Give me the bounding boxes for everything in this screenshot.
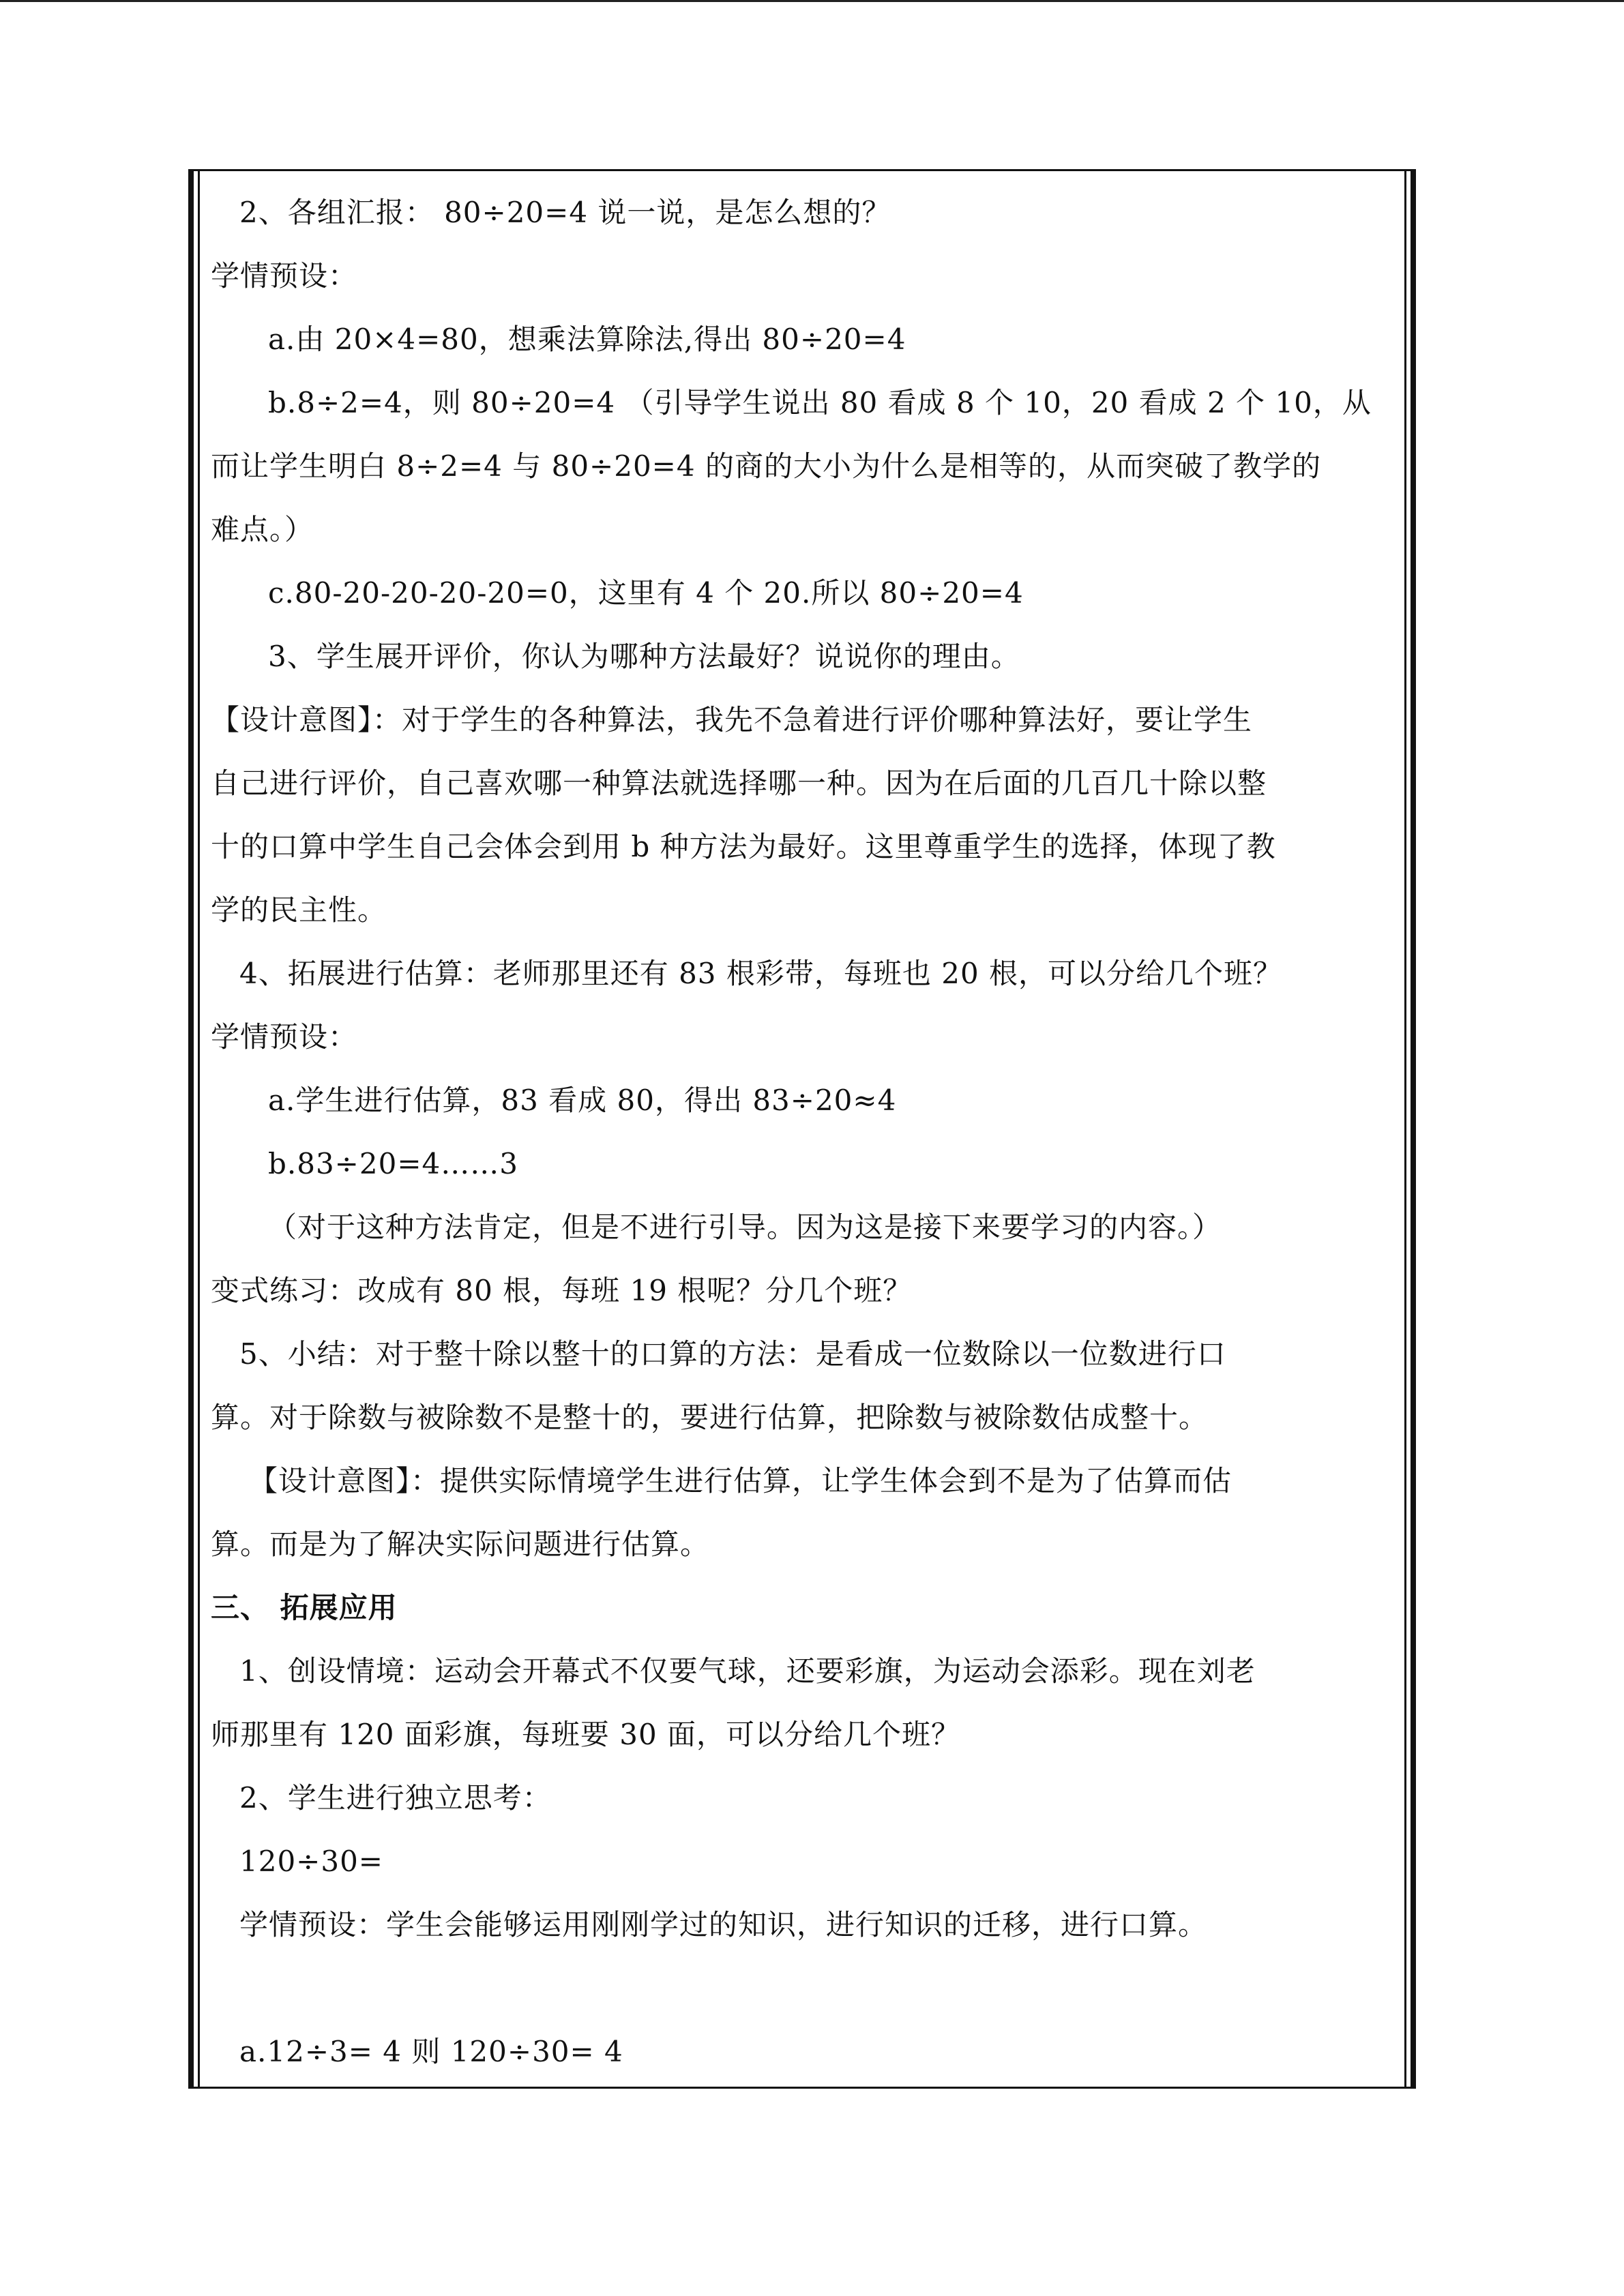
- table-left-border-thin: [198, 171, 200, 2087]
- blank-gap: [211, 1956, 1389, 2020]
- paragraph-presupposition-transfer: 学情预设：学生会能够运用刚刚学过的知识，进行知识的迁移，进行口算。: [239, 1908, 1208, 1941]
- page-top-border: [0, 0, 1624, 2]
- table-cell-content: [211, 181, 1389, 2083]
- paragraph-design-intent-1-cont: 自己进行评价，自己喜欢哪一种算法就选择哪一种。因为在后面的几百几十除以整: [211, 766, 1267, 800]
- paragraph-design-intent-2-cont: 算。而是为了解决实际问题进行估算。: [211, 1527, 710, 1561]
- paragraph-summary: 5、小结：对于整十除以整十的口算的方法：是看成一位数除以一位数进行口: [239, 1337, 1226, 1371]
- paragraph-estimate-note: （对于这种方法肯定，但是不进行引导。因为这是接下来要学习的内容。）: [268, 1210, 1222, 1244]
- paragraph-estimation: 4、拓展进行估算：老师那里还有 83 根彩带，每班也 20 根，可以分给几个班？: [239, 957, 1283, 990]
- paragraph-design-intent-1-end: 学的民主性。: [211, 893, 387, 927]
- table-right-border-thick: [1411, 169, 1416, 2089]
- paragraph-equation: 120÷30=: [239, 1845, 383, 1878]
- paragraph-design-intent-1: 【设计意图】：对于学生的各种算法，我先不急着进行评价哪种算法好，要让学生: [211, 703, 1253, 736]
- paragraph-method-a: a.由 20×4=80，想乘法算除法,得出 80÷20=4: [268, 323, 906, 356]
- paragraph-method-a-120: a.12÷3= 4 则 120÷30= 4: [239, 2035, 623, 2068]
- paragraph-method-b-cont: 而让学生明白 8÷2=4 与 80÷20=4 的商的大小为什么是相等的，从而突破了教学的: [211, 449, 1321, 483]
- paragraph-presupposition-label-2: 学情预设：: [211, 1020, 358, 1054]
- paragraph-independent-thinking: 2、学生进行独立思考：: [239, 1781, 552, 1815]
- paragraph-summary-cont: 算。对于除数与被除数不是整十的，要进行估算，把除数与被除数估成整十。: [211, 1401, 1209, 1434]
- paragraph-estimate-b: b.83÷20=4……3: [268, 1147, 518, 1180]
- paragraph-method-b-end: 难点。）: [211, 513, 314, 546]
- table-left-border-thick: [188, 169, 194, 2089]
- paragraph-estimate-a: a.学生进行估算，83 看成 80，得出 83÷20≈4: [268, 1084, 897, 1117]
- paragraph-design-intent-2: 【设计意图】：提供实际情境学生进行估算，让学生体会到不是为了估算而估: [249, 1464, 1232, 1497]
- paragraph-method-c: c.80-20-20-20-20=0，这里有 4 个 20.所以 80÷20=4: [268, 576, 1024, 610]
- paragraph-evaluation: 3、学生展开评价，你认为哪种方法最好？说说你的理由。: [268, 640, 1020, 673]
- section-heading-extension: 三、 拓展应用: [211, 1591, 398, 1624]
- paragraph-variation-exercise: 变式练习：改成有 80 根，每班 19 根呢？分几个班？: [211, 1274, 913, 1307]
- paragraph-design-intent-1-cont2: 十的口算中学生自己会体会到用 b 种方法为最好。这里尊重学生的选择，体现了教: [211, 830, 1276, 863]
- table-right-border-thin: [1404, 171, 1406, 2087]
- paragraph-method-b: b.8÷2=4，则 80÷20=4 （引导学生说出 80 看成 8 个 10，20 看成 2 个 10，从: [268, 386, 1372, 419]
- paragraph-group-report: 2、各组汇报： 80÷20=4 说一说，是怎么想的？: [239, 196, 891, 229]
- paragraph-scenario: 1、创设情境：运动会开幕式不仅要气球，还要彩旗，为运动会添彩。现在刘老: [239, 1654, 1256, 1688]
- paragraph-presupposition-label: 学情预设：: [211, 259, 358, 293]
- paragraph-scenario-cont: 师那里有 120 面彩旗，每班要 30 面，可以分给几个班？: [211, 1718, 961, 1751]
- lesson-plan-table: [188, 169, 1416, 2089]
